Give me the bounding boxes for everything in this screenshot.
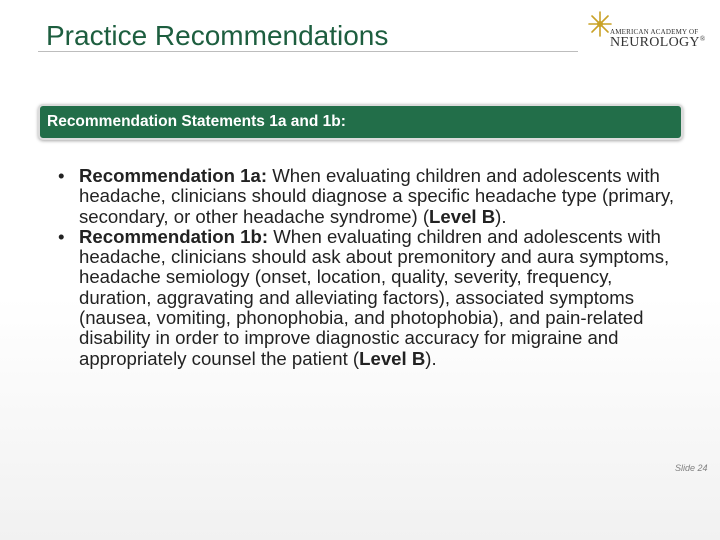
star-burst-icon	[588, 10, 612, 40]
level-label: Level B	[359, 347, 426, 369]
title-divider	[38, 51, 578, 52]
recommendation-closing: ).	[495, 205, 507, 227]
aan-logo	[588, 10, 706, 52]
level-label: Level B	[429, 205, 496, 227]
slide-number: Slide 24	[675, 463, 708, 473]
logo-text-top: AMERICAN ACADEMY OF	[610, 28, 699, 36]
logo-wordmark: NEUROLOGY	[610, 35, 700, 50]
recommendation-label: Recommendation 1a:	[79, 165, 268, 186]
recommendation-label: Recommendation 1b:	[79, 225, 269, 247]
bullet: •	[58, 165, 65, 186]
logo-registered-mark: ®	[699, 35, 706, 43]
logo-text-main	[610, 35, 705, 51]
recommendation-text: When evaluating children and adolescents with headache, clinicians should diagnose a specific headache type (primary, secondary, or other headache syndrome) (	[79, 165, 675, 227]
recommendation-list	[54, 166, 674, 369]
page-title: Practice Recommendations	[46, 20, 389, 51]
bullet: •	[58, 225, 65, 247]
recommendation-1b	[54, 227, 674, 369]
recommendation-text: When evaluating children and adolescents with headache, clinicians should ask about premonitory and aura symptoms, headache semiology (onset, location, quality, severity, frequency, duration, aggravating and alleviating factors), associated symptoms (nausea, vomiting, phonophobia, and photophobia), and pain-related disability in order to improve diagnostic accuracy for migraine and appropriately counsel the patient (	[79, 225, 670, 369]
recommendation-1a	[54, 166, 674, 227]
recommendation-closing: ).	[425, 347, 437, 369]
recommendation-banner: Recommendation Statements 1a and 1b:	[38, 104, 683, 140]
